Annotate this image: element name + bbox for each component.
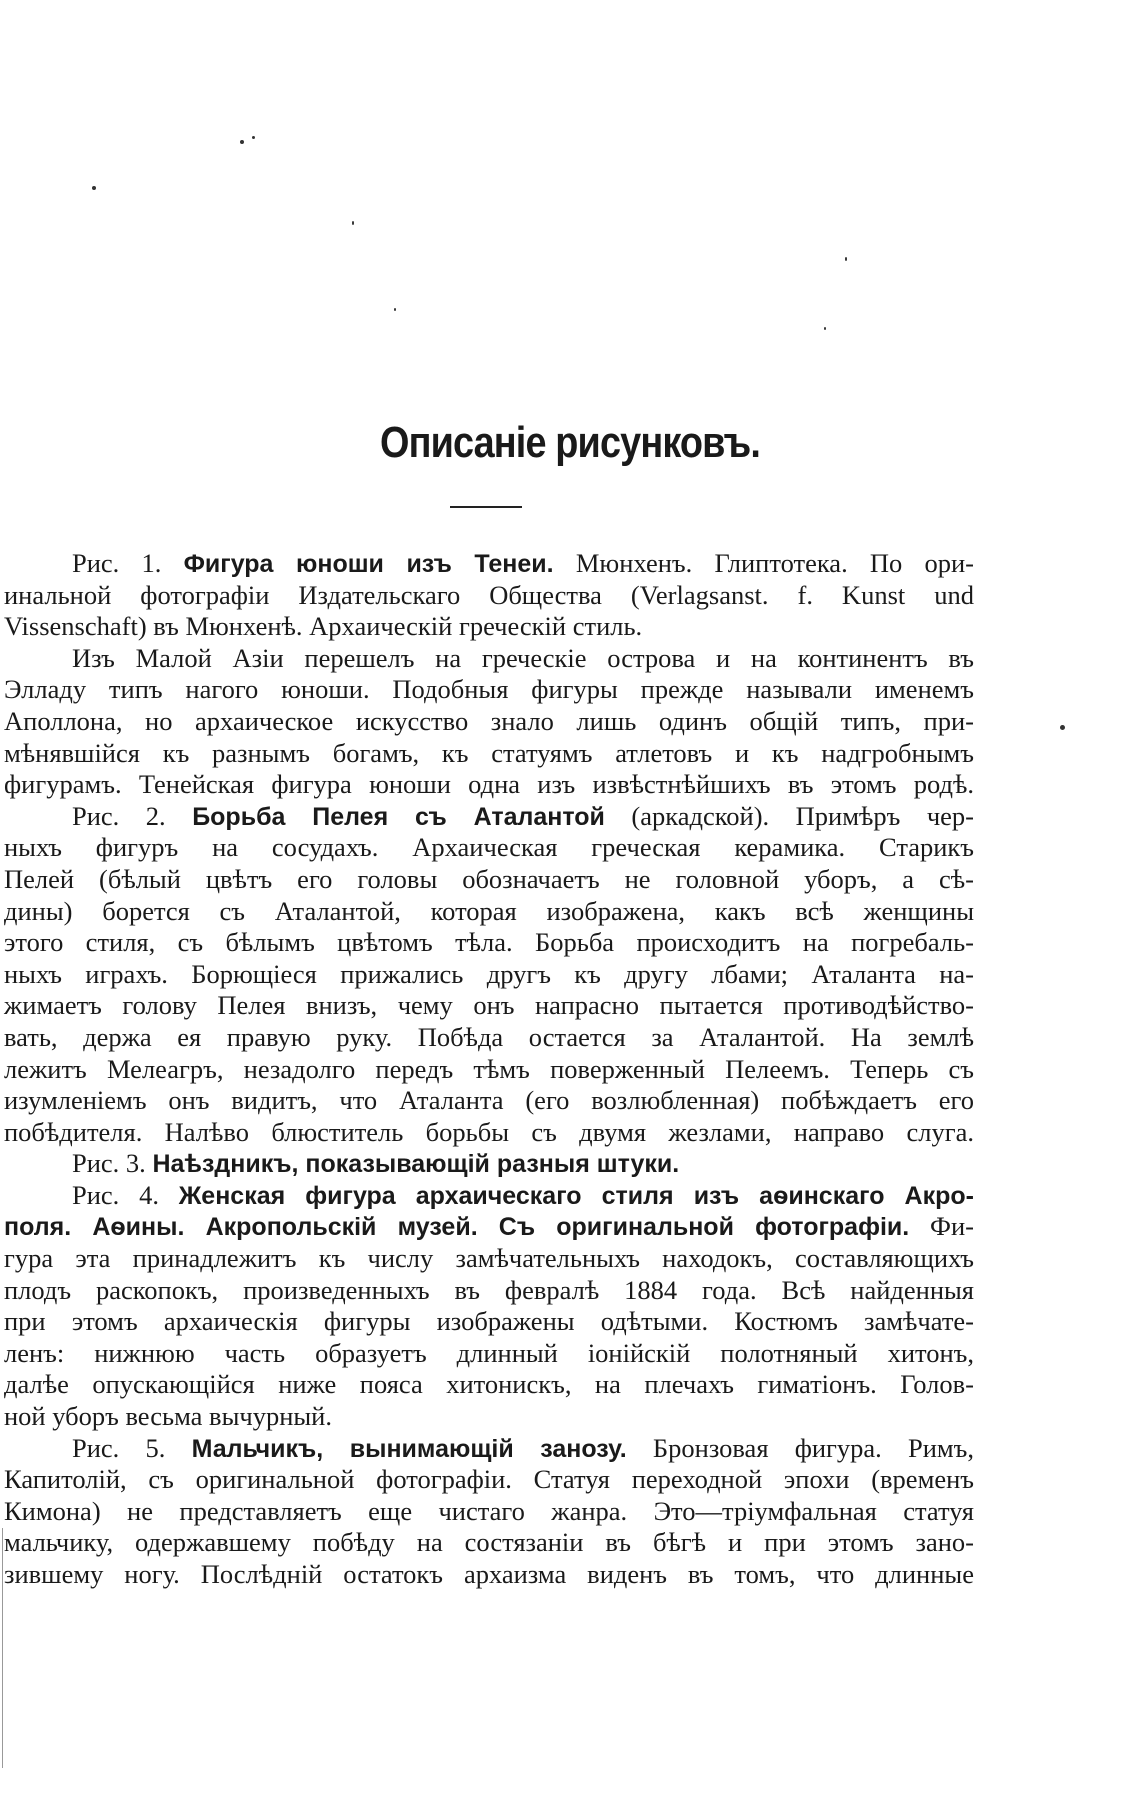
text-segment: Бронзовая фигура. Римъ, <box>626 1432 975 1463</box>
scan-speck <box>240 140 244 144</box>
text-segment: (аркадской). Примѣръ чер- <box>604 800 974 831</box>
scan-speck <box>394 308 396 311</box>
text-line <box>4 769 974 801</box>
text-segment: инальной фотографіи Издательскаго Общества (Verlagsanst. f. Kunst und <box>4 579 974 610</box>
text-line <box>4 1527 974 1559</box>
text-segment: Рис. 5. <box>72 1432 192 1463</box>
text-line <box>4 1464 974 1496</box>
text-segment: ленъ: нижнюю часть образуетъ длинный іонійскій полотняный хитонъ, <box>4 1337 974 1368</box>
text-segment: Мюнхенъ. Глиптотека. По ори- <box>553 548 974 578</box>
text-line <box>4 580 974 612</box>
text-segment: побѣдителя. Налѣво блюститель борьбы съ двумя жезлами, направо слуга. <box>4 1116 974 1147</box>
text-line <box>4 1085 974 1117</box>
text-line <box>4 1496 974 1528</box>
text-line <box>4 1117 974 1149</box>
text-segment: ныхъ играхъ. Борющіеся прижались другъ къ другу лбами; Аталанта на- <box>4 958 974 989</box>
text-line <box>4 1054 974 1086</box>
text-line <box>4 611 974 643</box>
text-segment: Рис. 3. <box>72 1148 153 1179</box>
text-segment: изумленіемъ онъ видитъ, что Аталанта (его возлюбленная) побѣждаетъ его <box>4 1085 974 1116</box>
text-line <box>4 990 974 1022</box>
text-line <box>4 643 974 675</box>
text-line <box>4 1022 974 1054</box>
text-segment: этого стиля, съ бѣлымъ цвѣтомъ тѣла. Борьба происходитъ на погребаль- <box>4 927 974 958</box>
scan-speck <box>252 136 255 139</box>
text-segment: гура эта принадлежитъ къ числу замѣчательныхъ находокъ, составляющихъ <box>4 1243 974 1274</box>
text-segment: вать, держа ея правую руку. Побѣда остается за Аталантой. На землѣ <box>4 1021 974 1052</box>
text-segment: Капитолій, съ оригинальной фотографіи. Статуя переходной эпохи (временъ <box>4 1464 974 1495</box>
scan-speck <box>352 221 354 225</box>
text-segment: мѣнявшійся къ разнымъ богамъ, къ статуямъ атлетовъ и къ надгробнымъ <box>4 737 974 768</box>
scan-speck <box>1060 725 1065 730</box>
figure-heading: Мальчикъ, вынимающій занозу. <box>191 1434 627 1463</box>
figure-heading: поля. Аѳины. Акропольскій музей. Съ оригинальной фотографіи. <box>4 1213 910 1242</box>
text-segment: мальчику, одержавшему побѣду на состязаніи въ бѣгѣ и при этомъ зано- <box>4 1527 974 1558</box>
text-segment: Пелей (бѣлый цвѣтъ его головы обозначаетъ не головной уборъ, а сѣ- <box>4 863 974 894</box>
text-segment: далѣе опускающійся ниже пояса хитонискъ, на плечахъ гиматіонъ. Голов- <box>4 1369 974 1400</box>
text-line <box>4 896 974 928</box>
text-line <box>4 674 974 706</box>
text-line <box>4 1338 974 1370</box>
margin-line <box>2 1528 3 1768</box>
figure-heading: Женская фигура архаическаго стиля изъ аѳинскаго Акро- <box>178 1181 974 1210</box>
text-segment: Рис. 4. <box>72 1179 179 1210</box>
text-line <box>4 1401 974 1433</box>
text-segment: Рис. 2. <box>72 800 193 831</box>
text-line <box>4 738 974 770</box>
text-line <box>4 1433 974 1465</box>
page-title: Описаніе рисунковъ. <box>380 418 760 467</box>
scan-speck <box>845 257 847 261</box>
scan-speck <box>824 327 826 330</box>
text-line <box>4 1559 974 1591</box>
text-line <box>4 927 974 959</box>
text-line <box>4 801 974 833</box>
text-segment: плодъ раскопокъ, произведенныхъ въ февралѣ 1884 года. Всѣ найденныя <box>4 1274 974 1305</box>
text-line <box>4 1275 974 1307</box>
text-line <box>4 548 974 580</box>
scan-speck <box>92 186 96 190</box>
text-segment: ныхъ фигуръ на сосудахъ. Архаическая греческая керамика. Старикъ <box>4 832 974 863</box>
text-segment: зившему ногу. Послѣдній остатокъ архаизма виденъ въ томъ, что длинные <box>4 1559 974 1589</box>
title-divider <box>450 506 522 508</box>
text-line <box>4 959 974 991</box>
text-segment: Элладу типъ нагого юноши. Подобныя фигуры прежде называли именемъ <box>4 674 974 705</box>
text-segment: Рис. 1. <box>72 548 184 578</box>
text-line <box>4 1306 974 1338</box>
text-line <box>4 1180 974 1212</box>
text-segment: ной уборъ весьма вычурный. <box>4 1401 332 1432</box>
figure-heading: Борьба Пелея съ Аталантой <box>192 802 605 831</box>
text-line <box>4 1369 974 1401</box>
text-segment: Vissenschaft) въ Мюнхенѣ. Архаическій греческій стиль. <box>4 611 643 642</box>
text-segment: лежитъ Мелеагръ, незадолго передъ тѣмъ поверженный Пелеемъ. Теперь съ <box>4 1053 974 1084</box>
text-line <box>4 1211 974 1243</box>
text-segment: дины) борется съ Аталантой, которая изображена, какъ всѣ женщины <box>4 895 974 926</box>
text-line <box>4 1148 974 1180</box>
text-segment: Аполлона, но архаическое искусство знало лишь одинъ общій типъ, при- <box>4 705 974 736</box>
text-segment: жимаетъ голову Пелея внизъ, чему онъ напрасно пытается противодѣйство- <box>4 990 974 1021</box>
text-segment: Изъ Малой Азіи перешелъ на греческіе острова и на континентъ въ <box>72 642 974 673</box>
text-segment: при этомъ архаическія фигуры изображены одѣтыми. Костюмъ замѣчате- <box>4 1306 974 1337</box>
text-segment: фигурамъ. Тенейская фигура юноши одна изъ извѣстнѣйшихъ въ этомъ родѣ. <box>4 769 974 800</box>
text-line <box>4 864 974 896</box>
figure-heading: Фигура юноши изъ Тенеи. <box>183 550 554 578</box>
text-segment: Фи- <box>909 1211 974 1242</box>
text-line <box>4 1243 974 1275</box>
figure-descriptions <box>4 548 974 1591</box>
text-segment: Кимона) не представляетъ еще чистаго жанра. Это—тріумфальная статуя <box>4 1495 974 1526</box>
text-line <box>4 706 974 738</box>
figure-heading: Наѣздникъ, показывающій разныя штуки. <box>152 1150 680 1179</box>
text-line <box>4 832 974 864</box>
